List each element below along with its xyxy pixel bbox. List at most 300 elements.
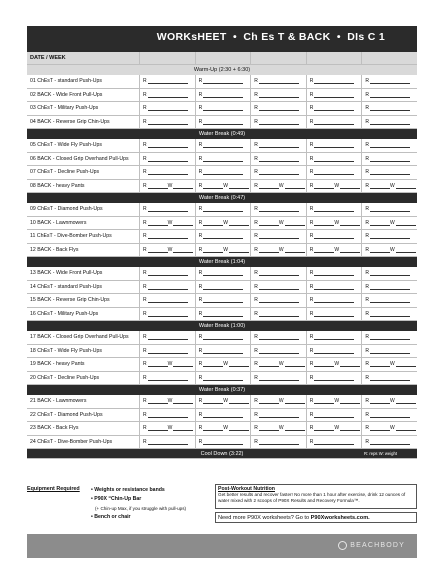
reps-line[interactable] (370, 286, 410, 290)
reps-line[interactable] (259, 299, 299, 303)
week-date-cell[interactable] (140, 52, 196, 64)
entry-cell[interactable] (251, 166, 307, 179)
reps-line[interactable] (314, 441, 354, 445)
entry-cell[interactable] (362, 139, 417, 152)
reps-line[interactable] (259, 171, 299, 175)
entry-cell[interactable] (140, 294, 196, 307)
entry-blank[interactable] (199, 425, 249, 431)
entry-blank[interactable] (254, 375, 299, 381)
entry-blank[interactable] (143, 142, 188, 148)
entry-cell[interactable] (196, 345, 252, 358)
entry-blank[interactable] (199, 439, 244, 445)
entry-blank[interactable] (365, 284, 410, 290)
entry-blank[interactable] (310, 105, 355, 111)
weight-line[interactable] (285, 185, 305, 189)
reps-line[interactable] (259, 427, 279, 431)
entry-blank[interactable] (310, 183, 360, 189)
week-date-cell[interactable] (362, 52, 417, 64)
entry-blank[interactable] (199, 297, 244, 303)
reps-line[interactable] (203, 427, 223, 431)
entry-blank[interactable] (365, 334, 410, 340)
entry-blank[interactable] (365, 398, 415, 404)
entry-blank[interactable] (310, 412, 355, 418)
entry-blank[interactable] (143, 119, 188, 125)
reps-line[interactable] (370, 336, 410, 340)
entry-blank[interactable] (254, 169, 299, 175)
entry-cell[interactable] (140, 267, 196, 280)
entry-blank[interactable] (254, 142, 299, 148)
entry-cell[interactable] (196, 244, 252, 257)
reps-line[interactable] (148, 299, 188, 303)
entry-blank[interactable] (254, 425, 304, 431)
worksheets-link[interactable]: P90Xworksheets.com. (310, 515, 370, 521)
reps-line[interactable] (203, 171, 243, 175)
entry-cell[interactable] (140, 345, 196, 358)
reps-line[interactable] (203, 121, 243, 125)
entry-cell[interactable] (196, 166, 252, 179)
entry-blank[interactable] (143, 92, 188, 98)
entry-blank[interactable] (143, 375, 188, 381)
entry-blank[interactable] (254, 78, 299, 84)
entry-blank[interactable] (310, 375, 355, 381)
reps-line[interactable] (259, 286, 299, 290)
entry-blank[interactable] (365, 348, 410, 354)
reps-line[interactable] (259, 80, 299, 84)
weight-line[interactable] (229, 363, 249, 367)
entry-cell[interactable] (140, 395, 196, 408)
weight-line[interactable] (229, 400, 249, 404)
entry-blank[interactable] (143, 233, 188, 239)
reps-line[interactable] (314, 185, 334, 189)
reps-line[interactable] (370, 80, 410, 84)
entry-cell[interactable] (196, 180, 252, 193)
entry-cell[interactable] (307, 409, 363, 422)
entry-cell[interactable] (251, 217, 307, 230)
reps-line[interactable] (203, 336, 243, 340)
reps-line[interactable] (203, 441, 243, 445)
reps-line[interactable] (203, 158, 243, 162)
entry-blank[interactable] (365, 375, 410, 381)
entry-blank[interactable] (143, 247, 193, 253)
entry-cell[interactable] (307, 372, 363, 385)
entry-blank[interactable] (310, 348, 355, 354)
entry-blank[interactable] (254, 311, 299, 317)
entry-blank[interactable] (254, 297, 299, 303)
entry-cell[interactable] (251, 395, 307, 408)
entry-blank[interactable] (143, 297, 188, 303)
reps-line[interactable] (203, 249, 223, 253)
reps-line[interactable] (259, 414, 299, 418)
reps-line[interactable] (314, 363, 334, 367)
entry-blank[interactable] (254, 119, 299, 125)
entry-blank[interactable] (199, 105, 244, 111)
entry-blank[interactable] (254, 348, 299, 354)
entry-cell[interactable] (140, 139, 196, 152)
entry-cell[interactable] (196, 203, 252, 216)
entry-cell[interactable] (251, 345, 307, 358)
entry-cell[interactable] (251, 436, 307, 449)
entry-blank[interactable] (365, 119, 410, 125)
reps-line[interactable] (314, 208, 354, 212)
reps-line[interactable] (203, 222, 223, 226)
entry-cell[interactable] (362, 203, 417, 216)
entry-blank[interactable] (310, 156, 355, 162)
reps-line[interactable] (259, 350, 299, 354)
reps-line[interactable] (370, 222, 390, 226)
entry-cell[interactable] (362, 166, 417, 179)
reps-line[interactable] (148, 336, 188, 340)
reps-line[interactable] (203, 144, 243, 148)
entry-cell[interactable] (140, 281, 196, 294)
entry-cell[interactable] (140, 422, 196, 435)
entry-cell[interactable] (362, 153, 417, 166)
entry-blank[interactable] (254, 156, 299, 162)
entry-cell[interactable] (140, 180, 196, 193)
entry-blank[interactable] (143, 361, 193, 367)
weight-line[interactable] (396, 222, 416, 226)
entry-cell[interactable] (362, 230, 417, 243)
entry-cell[interactable] (362, 331, 417, 344)
entry-blank[interactable] (143, 311, 188, 317)
entry-blank[interactable] (143, 412, 188, 418)
entry-cell[interactable] (362, 116, 417, 129)
reps-line[interactable] (203, 208, 243, 212)
reps-line[interactable] (370, 185, 390, 189)
entry-blank[interactable] (310, 92, 355, 98)
entry-cell[interactable] (307, 395, 363, 408)
entry-cell[interactable] (362, 244, 417, 257)
reps-line[interactable] (203, 94, 243, 98)
reps-line[interactable] (203, 363, 223, 367)
entry-cell[interactable] (196, 89, 252, 102)
entry-cell[interactable] (362, 102, 417, 115)
entry-cell[interactable] (196, 331, 252, 344)
entry-cell[interactable] (196, 358, 252, 371)
reps-line[interactable] (314, 235, 354, 239)
entry-cell[interactable] (362, 409, 417, 422)
entry-cell[interactable] (362, 395, 417, 408)
reps-line[interactable] (314, 272, 354, 276)
entry-blank[interactable] (365, 183, 415, 189)
reps-line[interactable] (314, 377, 354, 381)
reps-line[interactable] (203, 286, 243, 290)
entry-cell[interactable] (307, 139, 363, 152)
entry-blank[interactable] (254, 105, 299, 111)
reps-line[interactable] (148, 350, 188, 354)
entry-cell[interactable] (251, 230, 307, 243)
reps-line[interactable] (148, 363, 168, 367)
weight-line[interactable] (173, 427, 193, 431)
reps-line[interactable] (259, 400, 279, 404)
entry-cell[interactable] (362, 308, 417, 321)
entry-cell[interactable] (140, 153, 196, 166)
entry-cell[interactable] (362, 422, 417, 435)
reps-line[interactable] (370, 400, 390, 404)
entry-blank[interactable] (199, 284, 244, 290)
entry-cell[interactable] (196, 436, 252, 449)
entry-cell[interactable] (140, 372, 196, 385)
entry-cell[interactable] (196, 422, 252, 435)
entry-blank[interactable] (254, 361, 304, 367)
entry-cell[interactable] (362, 267, 417, 280)
entry-cell[interactable] (140, 89, 196, 102)
entry-blank[interactable] (365, 361, 415, 367)
reps-line[interactable] (370, 171, 410, 175)
entry-cell[interactable] (140, 116, 196, 129)
entry-cell[interactable] (307, 281, 363, 294)
entry-blank[interactable] (365, 169, 410, 175)
entry-cell[interactable] (251, 372, 307, 385)
reps-line[interactable] (203, 272, 243, 276)
entry-blank[interactable] (199, 334, 244, 340)
entry-blank[interactable] (365, 220, 415, 226)
entry-blank[interactable] (254, 92, 299, 98)
entry-cell[interactable] (140, 75, 196, 88)
entry-blank[interactable] (310, 398, 360, 404)
entry-cell[interactable] (362, 345, 417, 358)
entry-blank[interactable] (199, 233, 244, 239)
weight-line[interactable] (396, 363, 416, 367)
entry-cell[interactable] (362, 281, 417, 294)
entry-blank[interactable] (199, 92, 244, 98)
entry-blank[interactable] (199, 183, 249, 189)
entry-blank[interactable] (254, 233, 299, 239)
reps-line[interactable] (370, 414, 410, 418)
reps-line[interactable] (203, 80, 243, 84)
reps-line[interactable] (314, 414, 354, 418)
weight-line[interactable] (229, 222, 249, 226)
weight-line[interactable] (285, 363, 305, 367)
reps-line[interactable] (203, 107, 243, 111)
entry-blank[interactable] (199, 119, 244, 125)
entry-blank[interactable] (199, 142, 244, 148)
weight-line[interactable] (340, 185, 360, 189)
entry-cell[interactable] (251, 281, 307, 294)
weight-line[interactable] (340, 427, 360, 431)
entry-blank[interactable] (199, 169, 244, 175)
entry-blank[interactable] (143, 284, 188, 290)
entry-cell[interactable] (140, 244, 196, 257)
entry-blank[interactable] (254, 439, 299, 445)
entry-blank[interactable] (365, 439, 410, 445)
reps-line[interactable] (314, 313, 354, 317)
entry-cell[interactable] (251, 308, 307, 321)
reps-line[interactable] (203, 400, 223, 404)
entry-cell[interactable] (362, 436, 417, 449)
entry-blank[interactable] (143, 78, 188, 84)
reps-line[interactable] (259, 144, 299, 148)
entry-cell[interactable] (307, 436, 363, 449)
reps-line[interactable] (370, 441, 410, 445)
entry-blank[interactable] (310, 247, 360, 253)
weight-line[interactable] (173, 185, 193, 189)
entry-cell[interactable] (307, 331, 363, 344)
reps-line[interactable] (203, 299, 243, 303)
entry-cell[interactable] (196, 116, 252, 129)
entry-cell[interactable] (307, 116, 363, 129)
reps-line[interactable] (370, 299, 410, 303)
reps-line[interactable] (203, 185, 223, 189)
reps-line[interactable] (314, 107, 354, 111)
weight-line[interactable] (285, 427, 305, 431)
reps-line[interactable] (148, 377, 188, 381)
reps-line[interactable] (148, 80, 188, 84)
reps-line[interactable] (148, 185, 168, 189)
entry-blank[interactable] (365, 92, 410, 98)
reps-line[interactable] (148, 171, 188, 175)
reps-line[interactable] (203, 313, 243, 317)
weight-line[interactable] (396, 249, 416, 253)
entry-blank[interactable] (143, 270, 188, 276)
entry-blank[interactable] (143, 220, 193, 226)
entry-blank[interactable] (254, 398, 304, 404)
entry-cell[interactable] (251, 75, 307, 88)
entry-cell[interactable] (362, 180, 417, 193)
entry-cell[interactable] (196, 308, 252, 321)
reps-line[interactable] (148, 158, 188, 162)
reps-line[interactable] (370, 249, 390, 253)
entry-blank[interactable] (254, 412, 299, 418)
weight-line[interactable] (340, 222, 360, 226)
entry-cell[interactable] (251, 244, 307, 257)
week-date-cell[interactable] (307, 52, 363, 64)
reps-line[interactable] (259, 185, 279, 189)
entry-blank[interactable] (365, 412, 410, 418)
weight-line[interactable] (396, 400, 416, 404)
reps-line[interactable] (370, 272, 410, 276)
entry-blank[interactable] (143, 169, 188, 175)
weight-line[interactable] (229, 249, 249, 253)
entry-cell[interactable] (251, 422, 307, 435)
entry-cell[interactable] (362, 358, 417, 371)
entry-cell[interactable] (251, 180, 307, 193)
entry-cell[interactable] (251, 203, 307, 216)
entry-blank[interactable] (254, 206, 299, 212)
reps-line[interactable] (370, 350, 410, 354)
entry-blank[interactable] (310, 270, 355, 276)
entry-blank[interactable] (310, 142, 355, 148)
entry-blank[interactable] (310, 311, 355, 317)
entry-blank[interactable] (310, 361, 360, 367)
entry-blank[interactable] (254, 334, 299, 340)
entry-cell[interactable] (307, 267, 363, 280)
entry-cell[interactable] (251, 116, 307, 129)
reps-line[interactable] (148, 400, 168, 404)
entry-blank[interactable] (199, 398, 249, 404)
week-date-cell[interactable] (251, 52, 307, 64)
entry-blank[interactable] (365, 105, 410, 111)
entry-blank[interactable] (143, 348, 188, 354)
entry-blank[interactable] (365, 142, 410, 148)
entry-blank[interactable] (310, 233, 355, 239)
reps-line[interactable] (148, 286, 188, 290)
entry-blank[interactable] (310, 334, 355, 340)
entry-blank[interactable] (310, 284, 355, 290)
reps-line[interactable] (148, 441, 188, 445)
entry-blank[interactable] (365, 78, 410, 84)
entry-cell[interactable] (307, 244, 363, 257)
reps-line[interactable] (203, 235, 243, 239)
reps-line[interactable] (370, 107, 410, 111)
weight-line[interactable] (285, 400, 305, 404)
entry-cell[interactable] (196, 153, 252, 166)
entry-cell[interactable] (140, 358, 196, 371)
reps-line[interactable] (148, 235, 188, 239)
weight-line[interactable] (340, 400, 360, 404)
reps-line[interactable] (370, 313, 410, 317)
reps-line[interactable] (314, 400, 334, 404)
reps-line[interactable] (148, 208, 188, 212)
weight-line[interactable] (285, 249, 305, 253)
weight-line[interactable] (340, 249, 360, 253)
entry-cell[interactable] (307, 89, 363, 102)
reps-line[interactable] (148, 222, 168, 226)
entry-cell[interactable] (362, 372, 417, 385)
entry-blank[interactable] (365, 297, 410, 303)
reps-line[interactable] (370, 377, 410, 381)
entry-cell[interactable] (251, 153, 307, 166)
entry-cell[interactable] (196, 102, 252, 115)
reps-line[interactable] (259, 208, 299, 212)
reps-line[interactable] (370, 144, 410, 148)
entry-blank[interactable] (143, 206, 188, 212)
entry-cell[interactable] (251, 139, 307, 152)
entry-blank[interactable] (199, 78, 244, 84)
entry-cell[interactable] (307, 203, 363, 216)
entry-blank[interactable] (310, 169, 355, 175)
entry-cell[interactable] (140, 102, 196, 115)
reps-line[interactable] (314, 80, 354, 84)
reps-line[interactable] (259, 336, 299, 340)
entry-cell[interactable] (251, 331, 307, 344)
entry-cell[interactable] (362, 89, 417, 102)
entry-cell[interactable] (196, 230, 252, 243)
reps-line[interactable] (259, 377, 299, 381)
entry-cell[interactable] (307, 217, 363, 230)
reps-line[interactable] (203, 414, 243, 418)
reps-line[interactable] (314, 336, 354, 340)
entry-cell[interactable] (140, 436, 196, 449)
entry-cell[interactable] (307, 102, 363, 115)
entry-blank[interactable] (143, 183, 193, 189)
entry-cell[interactable] (307, 308, 363, 321)
entry-blank[interactable] (310, 206, 355, 212)
entry-cell[interactable] (307, 345, 363, 358)
entry-blank[interactable] (365, 206, 410, 212)
entry-cell[interactable] (307, 358, 363, 371)
entry-cell[interactable] (307, 422, 363, 435)
entry-blank[interactable] (310, 78, 355, 84)
entry-cell[interactable] (140, 409, 196, 422)
entry-blank[interactable] (310, 220, 360, 226)
reps-line[interactable] (203, 377, 243, 381)
entry-cell[interactable] (196, 267, 252, 280)
entry-blank[interactable] (199, 220, 249, 226)
entry-cell[interactable] (140, 217, 196, 230)
weight-line[interactable] (396, 427, 416, 431)
entry-cell[interactable] (140, 331, 196, 344)
reps-line[interactable] (259, 121, 299, 125)
reps-line[interactable] (259, 313, 299, 317)
week-date-cell[interactable] (196, 52, 252, 64)
reps-line[interactable] (314, 158, 354, 162)
reps-line[interactable] (203, 350, 243, 354)
entry-blank[interactable] (143, 439, 188, 445)
entry-cell[interactable] (362, 75, 417, 88)
reps-line[interactable] (148, 107, 188, 111)
reps-line[interactable] (370, 208, 410, 212)
reps-line[interactable] (370, 121, 410, 125)
